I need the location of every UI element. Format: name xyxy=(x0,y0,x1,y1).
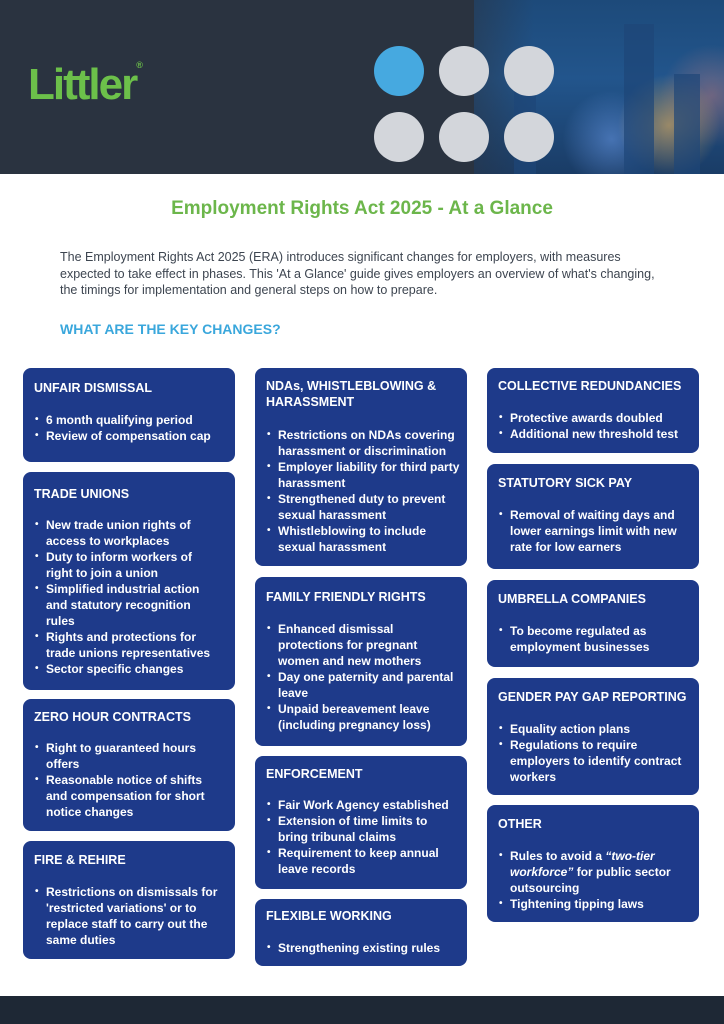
list-item: • Review of compensation cap xyxy=(34,428,229,444)
list-item: • New trade union rights of access to workplaces xyxy=(34,517,219,549)
list-item: • Employer liability for third party harassment xyxy=(266,459,462,491)
card-list xyxy=(266,797,456,877)
card-list xyxy=(498,623,688,655)
list-item: • Strengthening existing rules xyxy=(266,940,456,956)
decorative-dot xyxy=(374,46,424,96)
card-fire-rehire xyxy=(23,841,235,959)
card-list xyxy=(498,721,693,785)
list-item: • Extension of time limits to bring tribunal claims xyxy=(266,813,456,845)
card-ndas-whistleblowing-harassment xyxy=(255,368,467,566)
decorative-dot xyxy=(504,112,554,162)
list-item: • Additional new threshold test xyxy=(498,426,693,442)
card-zero-hour-contracts xyxy=(23,699,235,831)
list-item: • Requirement to keep annual leave records xyxy=(266,845,456,877)
littler-logo: Littler® xyxy=(28,60,143,109)
card-title: OTHER xyxy=(498,817,542,831)
decorative-dot xyxy=(439,46,489,96)
list-item: • Rights and protections for trade unions representatives xyxy=(34,629,219,661)
list-item: • Duty to inform workers of right to join a union xyxy=(34,549,219,581)
card-title: GENDER PAY GAP REPORTING xyxy=(498,690,687,704)
card-list xyxy=(498,507,693,555)
list-item: • Removal of waiting days and lower earnings limit with new rate for low earners xyxy=(498,507,693,555)
card-list xyxy=(34,740,219,820)
list-item: • Whistleblowing to include sexual harassment xyxy=(266,523,462,555)
list-item: • Right to guaranteed hours offers xyxy=(34,740,219,772)
card-title: STATUTORY SICK PAY xyxy=(498,476,633,490)
list-item: • Restrictions on NDAs covering harassment or discrimination xyxy=(266,427,462,459)
card-title: FIRE & REHIRE xyxy=(34,853,126,867)
list-item: • Enhanced dismissal protections for pregnant women and new mothers xyxy=(266,621,456,669)
card-unfair-dismissal xyxy=(23,368,235,462)
card-statutory-sick-pay xyxy=(487,464,699,569)
list-item: • Sector specific changes xyxy=(34,661,219,677)
list-item: • Strengthened duty to prevent sexual harassment xyxy=(266,491,462,523)
card-family-friendly-rights xyxy=(255,577,467,746)
card-list xyxy=(266,427,462,555)
card-title: COLLECTIVE REDUNDANCIES xyxy=(498,379,682,393)
decorative-dot xyxy=(374,112,424,162)
list-item: • Rules to avoid a “two-tier workforce” for public sector outsourcing xyxy=(498,848,693,896)
card-title: UNFAIR DISMISSAL xyxy=(34,381,153,395)
card-trade-unions xyxy=(23,472,235,690)
card-title: FLEXIBLE WORKING xyxy=(266,909,392,923)
card-gender-pay-gap-reporting xyxy=(487,678,699,795)
card-list xyxy=(34,517,219,677)
card-list xyxy=(34,412,229,444)
list-item: • 6 month qualifying period xyxy=(34,412,229,428)
intro-paragraph: The Employment Rights Act 2025 (ERA) introduces significant changes for employers, with measures expected to take effect in phases. This 'At a Glance' guide gives employers an overview of what's changing, the timings for implementation and general steps on how to prepare. xyxy=(60,250,655,297)
list-item: • Tightening tipping laws xyxy=(498,896,693,912)
list-item: • Restrictions on dismissals for 'restricted variations' or to replace staff to carry out the same duties xyxy=(34,884,224,948)
decorative-dot xyxy=(439,112,489,162)
header-banner xyxy=(0,0,724,174)
card-title: NDAs, WHISTLEBLOWING & HARASSMENT xyxy=(266,379,437,409)
card-collective-redundancies xyxy=(487,368,699,453)
card-title: TRADE UNIONS xyxy=(34,487,130,501)
card-title: FAMILY FRIENDLY RIGHTS xyxy=(266,590,426,604)
card-list xyxy=(266,940,456,956)
list-item: • Unpaid bereavement leave (including pregnancy loss) xyxy=(266,701,456,733)
card-flexible-working xyxy=(255,899,467,966)
list-item: • Regulations to require employers to identify contract workers xyxy=(498,737,693,785)
list-item: • To become regulated as employment businesses xyxy=(498,623,688,655)
section-heading: WHAT ARE THE KEY CHANGES? xyxy=(60,321,281,337)
footer-bar xyxy=(0,996,724,1024)
card-enforcement xyxy=(255,756,467,889)
card-title: UMBRELLA COMPANIES xyxy=(498,592,646,606)
decorative-dot xyxy=(504,46,554,96)
card-list xyxy=(498,410,693,442)
list-item: • Day one paternity and parental leave xyxy=(266,669,456,701)
card-list xyxy=(266,621,456,733)
card-list xyxy=(498,848,693,912)
list-item: • Protective awards doubled xyxy=(498,410,693,426)
card-title: ENFORCEMENT xyxy=(266,767,363,781)
page-title: Employment Rights Act 2025 - At a Glance xyxy=(171,198,553,219)
list-item: • Equality action plans xyxy=(498,721,693,737)
card-title: ZERO HOUR CONTRACTS xyxy=(34,710,191,724)
card-list xyxy=(34,884,224,948)
card-other xyxy=(487,805,699,922)
list-item: • Reasonable notice of shifts and compensation for short notice changes xyxy=(34,772,219,820)
card-umbrella-companies xyxy=(487,580,699,667)
list-item: • Simplified industrial action and statutory recognition rules xyxy=(34,581,219,629)
list-item: • Fair Work Agency established xyxy=(266,797,456,813)
